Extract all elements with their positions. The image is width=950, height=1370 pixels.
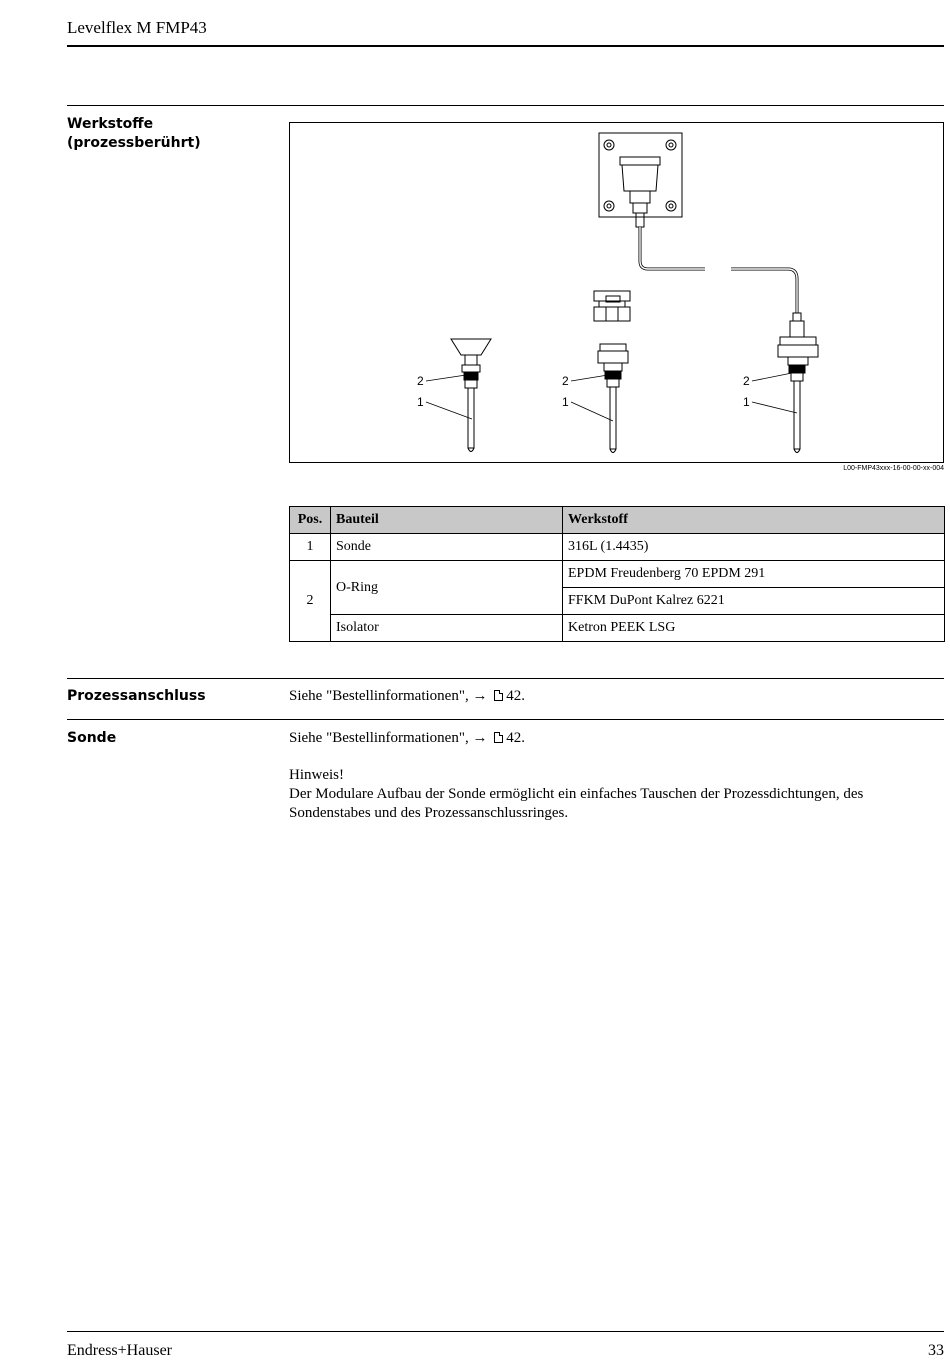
cell-werkstoff: EPDM Freudenberg 70 EPDM 291 xyxy=(563,561,945,588)
callout-2-middle: 2 xyxy=(562,374,569,388)
page-reference-link[interactable]: 42. xyxy=(506,730,525,746)
reference-text: Siehe "Bestellinformationen", → xyxy=(289,730,488,746)
flange-housing xyxy=(599,133,705,269)
probe-assembly-drawing xyxy=(290,123,943,462)
materials-table xyxy=(289,506,945,642)
page-reference-icon xyxy=(494,690,503,701)
cell-pos: 1 xyxy=(290,534,331,561)
cell-werkstoff: FFKM DuPont Kalrez 6221 xyxy=(563,588,945,615)
table-row xyxy=(290,615,945,642)
probe-assembly-figure xyxy=(289,122,944,463)
section-label-werkstoffe xyxy=(67,115,201,153)
table-row xyxy=(290,534,945,561)
footer-page-number: 33 xyxy=(928,1342,944,1359)
sonde-text xyxy=(289,729,944,823)
probe-middle xyxy=(598,344,628,453)
callout-leaders xyxy=(426,373,797,421)
table-row xyxy=(290,561,945,588)
footer-brand: Endress+Hauser xyxy=(67,1342,172,1359)
callout-1-left: 1 xyxy=(417,395,424,409)
callout-2-left: 2 xyxy=(417,374,424,388)
table-header-row xyxy=(290,507,945,534)
cell-bauteil: O-Ring xyxy=(331,561,563,615)
probe-right xyxy=(778,313,818,453)
page-reference-icon xyxy=(494,732,503,743)
section-label-line2: (prozessberührt) xyxy=(67,135,201,151)
col-header-pos: Pos. xyxy=(290,507,331,534)
callout-1-right: 1 xyxy=(743,395,750,409)
reference-text: Siehe "Bestellinformationen", → xyxy=(289,688,488,704)
probe-left xyxy=(451,339,491,452)
col-header-bauteil: Bauteil xyxy=(331,507,563,534)
note-title: Hinweis! xyxy=(289,767,344,783)
col-header-werkstoff: Werkstoff xyxy=(563,507,945,534)
page-header-title: Levelflex M FMP43 xyxy=(67,18,207,37)
cell-werkstoff: 316L (1.4435) xyxy=(563,534,945,561)
prozessanschluss-text xyxy=(289,687,525,706)
cell-bauteil: Isolator xyxy=(331,615,563,642)
callout-2-right: 2 xyxy=(743,374,750,388)
note-text: Der Modulare Aufbau der Sonde ermöglicht ein einfaches Tauschen der Prozessdichtungen, des Sondenstabes und des Prozessanschlussringes. xyxy=(289,786,864,821)
cell-bauteil: Sonde xyxy=(331,534,563,561)
section-rule-sonde xyxy=(67,719,944,720)
cable-right xyxy=(731,269,797,313)
figure-id: L00-FMP43xxx-16-00-00-xx-004 xyxy=(843,465,944,472)
section-rule-werkstoffe xyxy=(67,105,944,106)
section-label-prozessanschluss: Prozessanschluss xyxy=(67,688,206,704)
cell-pos: 2 xyxy=(290,561,331,642)
header-rule xyxy=(67,45,944,47)
page-reference-link[interactable]: 42. xyxy=(506,688,525,704)
callout-1-middle: 1 xyxy=(562,395,569,409)
footer-rule xyxy=(67,1331,944,1332)
section-label-sonde: Sonde xyxy=(67,730,117,746)
union-nut xyxy=(594,291,630,321)
cell-werkstoff: Ketron PEEK LSG xyxy=(563,615,945,642)
section-rule-prozessanschluss xyxy=(67,678,944,679)
section-label-line1: Werkstoffe xyxy=(67,116,154,132)
